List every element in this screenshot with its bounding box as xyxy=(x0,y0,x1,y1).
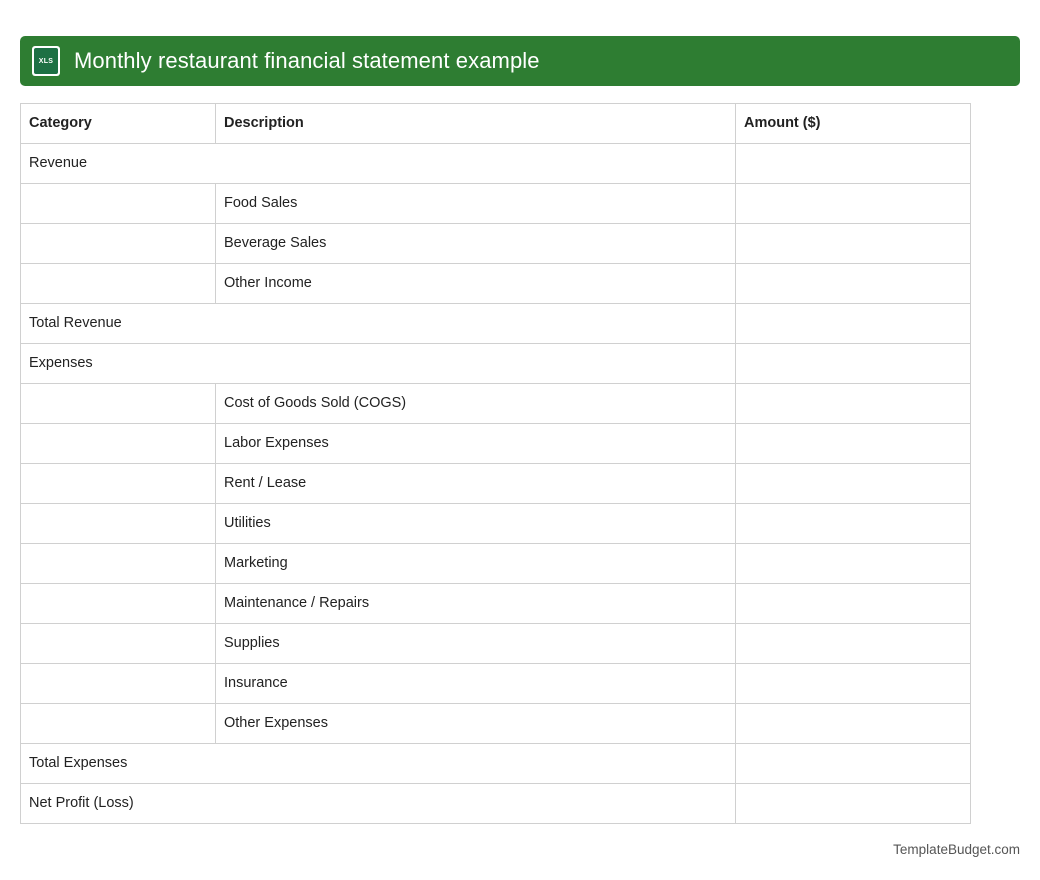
table-row xyxy=(21,424,971,464)
column-header-description: Description xyxy=(216,104,736,144)
table-row xyxy=(21,544,971,584)
column-header-amount: Amount ($) xyxy=(736,104,971,144)
xls-icon-sheet xyxy=(34,48,58,74)
row-amount-food-sales[interactable] xyxy=(736,184,971,224)
row-description-rent-lease: Rent / Lease xyxy=(216,464,736,504)
row-amount-maintenance-repairs[interactable] xyxy=(736,584,971,624)
table-row xyxy=(21,344,971,384)
table-header-row xyxy=(21,104,971,144)
table-row xyxy=(21,184,971,224)
row-category-net-profit-loss: Net Profit (Loss) xyxy=(21,784,736,824)
row-amount-total-revenue[interactable] xyxy=(736,304,971,344)
row-description-cogs: Cost of Goods Sold (COGS) xyxy=(216,384,736,424)
site-attribution: TemplateBudget.com xyxy=(893,842,1020,857)
table-row xyxy=(21,384,971,424)
column-header-category: Category xyxy=(21,104,216,144)
table-body xyxy=(21,144,971,824)
table-row xyxy=(21,624,971,664)
table-row xyxy=(21,504,971,544)
document-header xyxy=(20,36,1020,86)
row-category-marketing xyxy=(21,544,216,584)
financial-statement-table xyxy=(20,103,971,824)
row-description-labor-expenses: Labor Expenses xyxy=(216,424,736,464)
row-amount-labor-expenses[interactable] xyxy=(736,424,971,464)
row-description-beverage-sales: Beverage Sales xyxy=(216,224,736,264)
row-category-rent-lease xyxy=(21,464,216,504)
row-category-beverage-sales xyxy=(21,224,216,264)
row-category-insurance xyxy=(21,664,216,704)
row-amount-revenue[interactable] xyxy=(736,144,971,184)
row-category-cogs xyxy=(21,384,216,424)
table-row xyxy=(21,464,971,504)
row-category-total-revenue: Total Revenue xyxy=(21,304,736,344)
row-amount-other-income[interactable] xyxy=(736,264,971,304)
row-category-total-expenses: Total Expenses xyxy=(21,744,736,784)
row-description-maintenance-repairs: Maintenance / Repairs xyxy=(216,584,736,624)
table-row xyxy=(21,584,971,624)
row-category-revenue: Revenue xyxy=(21,144,736,184)
row-amount-total-expenses[interactable] xyxy=(736,744,971,784)
row-description-food-sales: Food Sales xyxy=(216,184,736,224)
row-description-insurance: Insurance xyxy=(216,664,736,704)
table-row xyxy=(21,304,971,344)
row-description-supplies: Supplies xyxy=(216,624,736,664)
row-category-food-sales xyxy=(21,184,216,224)
row-amount-expenses[interactable] xyxy=(736,344,971,384)
xls-icon-label: XLS xyxy=(38,57,54,65)
row-description-other-expenses: Other Expenses xyxy=(216,704,736,744)
row-amount-utilities[interactable] xyxy=(736,504,971,544)
row-category-other-income xyxy=(21,264,216,304)
table-row xyxy=(21,264,971,304)
row-category-supplies xyxy=(21,624,216,664)
row-category-maintenance-repairs xyxy=(21,584,216,624)
table-header xyxy=(21,104,971,144)
row-amount-net-profit-loss[interactable] xyxy=(736,784,971,824)
row-amount-insurance[interactable] xyxy=(736,664,971,704)
row-amount-supplies[interactable] xyxy=(736,624,971,664)
row-amount-cogs[interactable] xyxy=(736,384,971,424)
row-category-expenses: Expenses xyxy=(21,344,736,384)
table-row xyxy=(21,704,971,744)
row-amount-marketing[interactable] xyxy=(736,544,971,584)
row-description-utilities: Utilities xyxy=(216,504,736,544)
table-row xyxy=(21,744,971,784)
row-description-other-income: Other Income xyxy=(216,264,736,304)
table-row xyxy=(21,144,971,184)
page-title: Monthly restaurant financial statement example xyxy=(74,48,540,73)
row-category-other-expenses xyxy=(21,704,216,744)
table-row xyxy=(21,664,971,704)
row-amount-other-expenses[interactable] xyxy=(736,704,971,744)
row-description-marketing: Marketing xyxy=(216,544,736,584)
row-amount-beverage-sales[interactable] xyxy=(736,224,971,264)
xls-file-icon xyxy=(32,46,60,76)
row-category-labor-expenses xyxy=(21,424,216,464)
table-row xyxy=(21,224,971,264)
row-amount-rent-lease[interactable] xyxy=(736,464,971,504)
table-row xyxy=(21,784,971,824)
row-category-utilities xyxy=(21,504,216,544)
